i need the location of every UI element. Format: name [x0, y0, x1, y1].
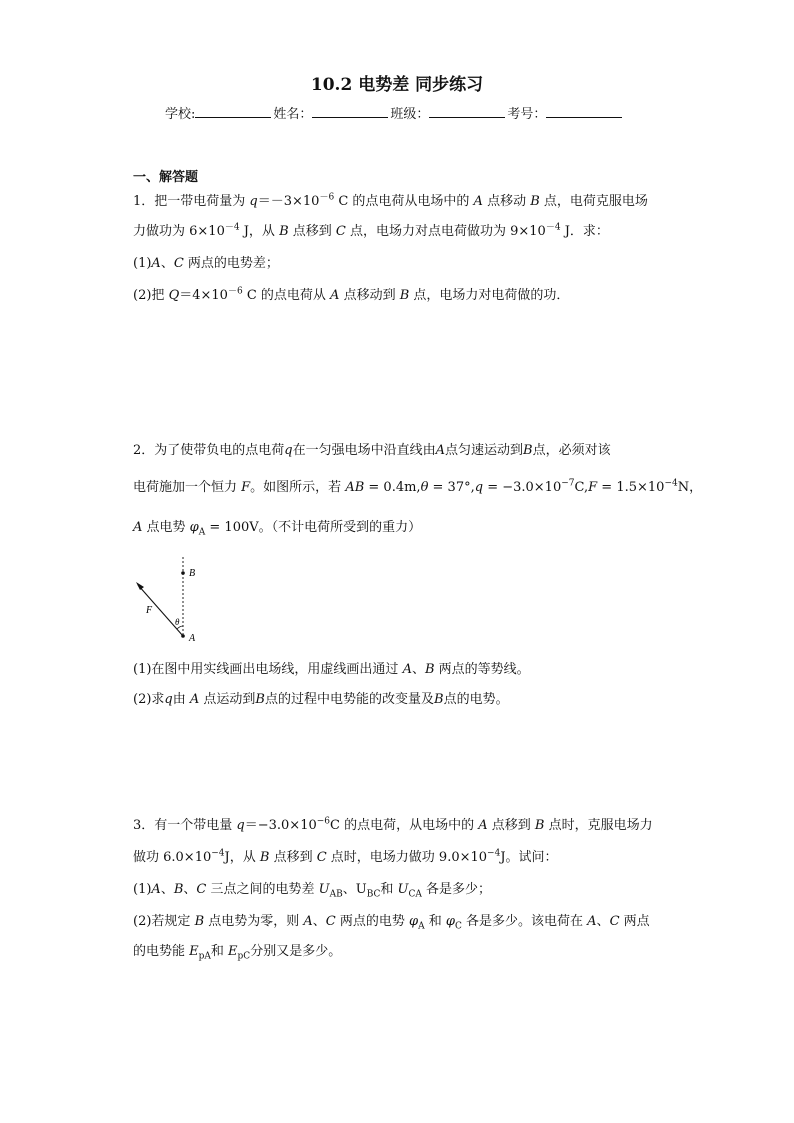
label-a: A: [189, 633, 196, 644]
section-title: 一、解答题: [133, 170, 199, 185]
q3-sub2: (2)若规定 B 点电势为零，则 A、C 两点的电势 $\varphi_A$ 和 $\varphi_C$ 各是多少。该电荷在 A、C 两点: [133, 914, 650, 932]
page-title: 10.2 电势差 同步练习: [310, 75, 484, 95]
exam-no-label: 考号：: [507, 107, 547, 122]
school-label: 学校:: [165, 107, 196, 122]
q1-sub1: (1)A、C 两点的电势差；: [133, 256, 279, 271]
q1-line1: 1．把一带电荷量为 $q=-3\times 10^{-6}$ C 的点电荷从电场中的 A 点移动 B 点，电荷克服电场: [133, 192, 648, 209]
point-b: [181, 571, 185, 575]
label-b: B: [189, 568, 196, 579]
q2-sub2: (2)求q由 A 点运动到B点的过程中电势能的改变量及B点的电势。: [133, 692, 509, 707]
q3-sub2-cont: 的电势能 $E_{pA}$和 $E_{pC}$分别又是多少。: [133, 944, 342, 962]
name-blank: [312, 105, 388, 118]
q1-sub2: (2)把 $Q=4\times 10^{-6}$ C 的点电荷从 A 点移动到 B 点，电场力对电荷做的功．: [133, 286, 570, 303]
force-diagram: [130, 552, 210, 647]
label-f: F: [146, 605, 153, 616]
q3-sub1: (1)A、B、C 三点之间的电势差 $U_{AB}$、$U_{BC}$和 $U_{CA}$ 各是多少；: [133, 882, 491, 900]
q3-line1: 3．有一个带电量 $q=-3.0\times 10^{-6}C$ 的点电荷，从电场中的 A 点移到 B 点时，克服电场力: [133, 816, 653, 833]
q2-line3: A 点电势 $\varphi_A = 100V$。（不计电荷所受到的重力）: [133, 520, 422, 538]
name-label: 姓名：: [273, 107, 313, 122]
q2-line1: 2．为了使带负电的点电荷q在一匀强电场中沿直线由A点匀速运动到B点，必须对该: [133, 443, 611, 458]
exam-no-blank: [546, 105, 622, 118]
class-blank: [429, 105, 505, 118]
student-info-line: [165, 103, 624, 122]
q1-line2: 力做功为 $6\times 10^{-4}$ J，从 B 点移到 C 点，电场力对点电荷做功为 $9\times 10^{-4}$ J．求：: [133, 222, 609, 239]
q3-line2: 做功 $6.0\times 10^{-4}J$，从 B 点移到 C 点时，电场力做功 $9.0\times 10^{-4}J$。试问：: [133, 848, 558, 865]
q2-line2: 电荷施加一个恒力 F。如图所示，若 AB = $0.4m,\theta = 37^\circ,q = -3.0\times 10^{-7}C,F = 1.5\times 10^{-4}N$，: [133, 478, 703, 495]
force-arrowhead: [136, 582, 144, 590]
force-arrow-line: [138, 585, 183, 636]
label-theta: θ: [175, 617, 180, 627]
q2-sub1: (1)在图中用实线画出电场线，用虚线画出通过 A、B 两点的等势线。: [133, 662, 530, 677]
class-label: 班级：: [390, 107, 430, 122]
school-blank: [195, 105, 271, 118]
